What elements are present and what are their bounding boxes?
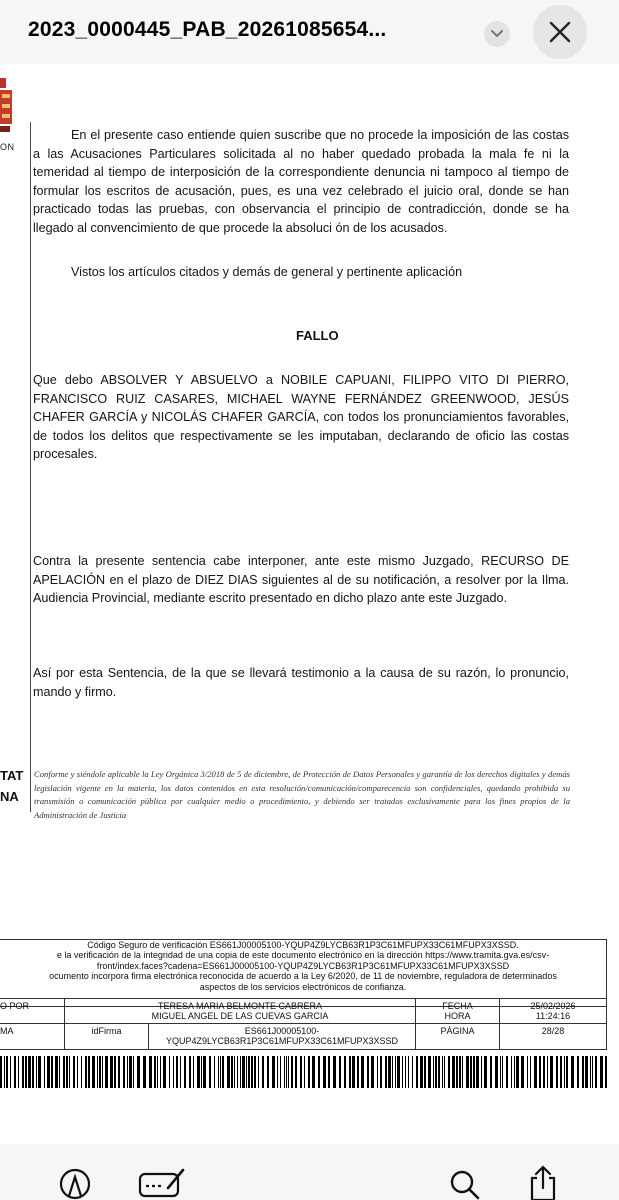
verification-line[interactable]: front/index.faces?cadena=ES661J00005100-YQUP4Z9LYCB63R1P3C61MFUPX33C61MFUPX3XSSD bbox=[96, 960, 510, 971]
barcode-bar bbox=[585, 1056, 588, 1088]
barcode-bar bbox=[157, 1056, 158, 1088]
idfirma-value-line: ES661J00005100- bbox=[244, 1026, 320, 1036]
firma-label: MA bbox=[0, 1023, 65, 1050]
barcode-bar bbox=[547, 1056, 548, 1088]
barcode-bar bbox=[349, 1056, 351, 1088]
barcode-bar bbox=[55, 1056, 58, 1088]
barcode-bar bbox=[18, 1056, 19, 1088]
barcode-bar bbox=[367, 1056, 369, 1088]
barcode-bar bbox=[428, 1056, 431, 1088]
barcode-bar bbox=[143, 1056, 146, 1088]
barcode-bar bbox=[412, 1056, 413, 1088]
barcode-bar bbox=[4, 1056, 5, 1088]
barcode-bar bbox=[481, 1056, 482, 1088]
margin-text-1: TAT bbox=[0, 768, 24, 783]
barcode-bar bbox=[69, 1056, 70, 1088]
barcode-bar bbox=[222, 1056, 224, 1088]
barcode-bar bbox=[240, 1056, 241, 1088]
barcode-bar bbox=[564, 1056, 565, 1088]
barcode-bar bbox=[288, 1056, 289, 1088]
barcode-bar bbox=[595, 1056, 597, 1088]
barcode-bar bbox=[114, 1056, 116, 1088]
barcode-bar bbox=[600, 1056, 603, 1088]
barcode-bar bbox=[300, 1056, 302, 1088]
barcode-bar bbox=[582, 1056, 584, 1088]
barcode-bar bbox=[420, 1056, 423, 1088]
barcode-bar bbox=[129, 1056, 132, 1088]
barcode-bar bbox=[14, 1056, 16, 1088]
barcode-bar bbox=[323, 1056, 326, 1088]
barcode-bar bbox=[371, 1056, 374, 1088]
barcode-bar bbox=[385, 1056, 387, 1088]
barcode-bar bbox=[308, 1056, 310, 1088]
barcode-bar bbox=[473, 1056, 475, 1088]
barcode-bar bbox=[154, 1056, 156, 1088]
barcode-bar bbox=[511, 1056, 512, 1088]
coat-of-arms-icon bbox=[0, 74, 16, 136]
barcode-bar bbox=[262, 1056, 264, 1088]
barcode-bar bbox=[173, 1056, 174, 1088]
barcode-bar bbox=[272, 1056, 275, 1088]
signer-name: MIGUEL ANGEL DE LAS CUEVAS GARCIA bbox=[151, 1011, 329, 1021]
barcode-bar bbox=[539, 1056, 541, 1088]
barcode-bar bbox=[484, 1056, 487, 1088]
barcode-bar bbox=[10, 1056, 11, 1088]
barcode-bar bbox=[254, 1056, 256, 1088]
barcode-bar bbox=[424, 1056, 426, 1088]
barcode-bar bbox=[118, 1056, 120, 1088]
barcode-bar bbox=[203, 1056, 206, 1088]
title-menu-button[interactable] bbox=[484, 21, 510, 47]
barcode-bar bbox=[516, 1056, 519, 1088]
crest-caption: ON bbox=[0, 142, 15, 152]
barcode-bar bbox=[66, 1056, 68, 1088]
margin-rule bbox=[30, 122, 31, 812]
barcode-bar bbox=[416, 1056, 418, 1088]
bottom-toolbar bbox=[0, 1144, 619, 1200]
barcode-bar bbox=[361, 1056, 364, 1088]
barcode-bar bbox=[577, 1056, 579, 1088]
barcode-bar bbox=[495, 1056, 498, 1088]
barcode-bar bbox=[59, 1056, 60, 1088]
barcode-bar bbox=[99, 1056, 101, 1088]
markup-icon[interactable] bbox=[58, 1144, 92, 1200]
idfirma-value-line: YQUP4Z9LYCB63R1P3C61MFUPX33C61MFUPX3XSSD bbox=[166, 1036, 398, 1046]
barcode-bar bbox=[73, 1056, 75, 1088]
document-title[interactable]: 2023_0000445_PAB_20261085654... bbox=[28, 18, 387, 41]
close-button[interactable] bbox=[533, 5, 587, 59]
barcode-bar bbox=[304, 1056, 305, 1088]
barcode-bar bbox=[284, 1056, 285, 1088]
barcode-bar bbox=[110, 1056, 113, 1088]
barcode-bar bbox=[85, 1056, 87, 1088]
barcode-bar bbox=[333, 1056, 336, 1088]
barcode-bar bbox=[550, 1056, 553, 1088]
barcode-bar bbox=[543, 1056, 545, 1088]
barcode-bar bbox=[470, 1056, 472, 1088]
barcode-bar bbox=[312, 1056, 315, 1088]
barcode-bar bbox=[242, 1056, 245, 1088]
barcode-bar bbox=[127, 1056, 128, 1088]
barcode-bar bbox=[560, 1056, 562, 1088]
barcode-image bbox=[0, 1056, 608, 1088]
barcode-bar bbox=[291, 1056, 293, 1088]
barcode-bar bbox=[123, 1056, 125, 1088]
barcode-bar bbox=[521, 1056, 524, 1088]
barcode-bar bbox=[184, 1056, 186, 1088]
paragraph-vistos: Vistos los artículos citados y demás de general y pertinente aplicación bbox=[71, 265, 463, 279]
barcode-bar bbox=[77, 1056, 78, 1088]
barcode-bar bbox=[556, 1056, 558, 1088]
close-icon bbox=[549, 21, 571, 43]
barcode-bar bbox=[590, 1056, 591, 1088]
barcode-bar bbox=[605, 1056, 607, 1088]
barcode-bar bbox=[0, 1056, 2, 1088]
hora-label: HORA bbox=[444, 1011, 471, 1021]
barcode-bar bbox=[180, 1056, 181, 1088]
barcode-bar bbox=[92, 1056, 95, 1088]
barcode-bar bbox=[209, 1056, 211, 1088]
signed-by-label: O POR bbox=[0, 998, 65, 1024]
barcode-bar bbox=[176, 1056, 178, 1088]
fallo-heading: FALLO bbox=[296, 328, 339, 343]
barcode-bar bbox=[88, 1056, 90, 1088]
barcode-bar bbox=[405, 1056, 406, 1088]
barcode-bar bbox=[380, 1056, 382, 1088]
barcode-bar bbox=[237, 1056, 238, 1088]
barcode-bar bbox=[286, 1056, 287, 1088]
fecha-label: FECHA bbox=[442, 1001, 473, 1011]
barcode-bar bbox=[51, 1056, 53, 1088]
barcode-bar bbox=[63, 1056, 65, 1088]
barcode-bar bbox=[527, 1056, 528, 1088]
signer-name: TERESA MARIA BELMONTE CABRERA bbox=[157, 1001, 323, 1011]
barcode-bar bbox=[201, 1056, 202, 1088]
barcode-bar bbox=[38, 1056, 41, 1088]
document-page bbox=[0, 64, 619, 1144]
barcode-bar bbox=[344, 1056, 346, 1088]
barcode-bar bbox=[476, 1056, 479, 1088]
barcode-bar bbox=[435, 1056, 437, 1088]
barcode-bar bbox=[448, 1056, 450, 1088]
barcode-bar bbox=[462, 1056, 463, 1088]
paragraph-ruling: Que debo ABSOLVER Y ABSUELVO a NOBILE CAPUANI, FILIPPO VITO DI PIERRO, FRANCISCO RUIZ CASARES, MICHAEL WAYNE FERNÁNDEZ GREENWOOD, JESÚS CHAFER GARCÍA y NICOLÁS CHAFER GARCÍA, con todos los pronunciamientos favorables, de todos los delitos que respectivamente se les imputaban, declarando de oficio las costas procesales. bbox=[33, 373, 569, 462]
barcode-bar bbox=[234, 1056, 235, 1088]
share-icon[interactable] bbox=[527, 1144, 559, 1200]
verification-line: aspectos de los servicios electrónicos de confianza. bbox=[199, 981, 407, 992]
barcode-bar bbox=[25, 1056, 27, 1088]
barcode-bar bbox=[438, 1056, 440, 1088]
barcode-bar bbox=[328, 1056, 330, 1088]
barcode-bar bbox=[490, 1056, 492, 1088]
barcode-bar bbox=[357, 1056, 359, 1088]
barcode-bar bbox=[295, 1056, 297, 1088]
barcode-bar bbox=[214, 1056, 215, 1088]
signature-table bbox=[0, 998, 607, 1050]
signers-cell bbox=[64, 998, 416, 1024]
barcode-bar bbox=[251, 1056, 253, 1088]
chevron-down-icon bbox=[491, 30, 503, 38]
barcode-bar bbox=[160, 1056, 161, 1088]
idfirma-label: idFirma bbox=[64, 1023, 149, 1050]
barcode-bar bbox=[456, 1056, 458, 1088]
barcode-bar bbox=[466, 1056, 469, 1088]
barcode-bar bbox=[22, 1056, 24, 1088]
barcode-bar bbox=[514, 1056, 515, 1088]
barcode-bar bbox=[280, 1056, 281, 1088]
barcode-bar bbox=[339, 1056, 341, 1088]
barcode-bar bbox=[193, 1056, 194, 1088]
verification-line: ocumento incorpora firma electrónica reconocida de acuerdo a la Ley 6/2020, de 11 de noviembre, reguladora de determinados bbox=[49, 971, 557, 982]
verification-line[interactable]: e la verificación de la integridad de una copia de este documento electrónico en la dirección https://www.tramita.gva.es/csv- bbox=[56, 950, 550, 961]
paragraph-closing: Así por esta Sentencia, de la que se llevará testimonio a la causa de su razón, lo pronuncio, mando y firmo. bbox=[33, 666, 569, 699]
barcode-bar bbox=[500, 1056, 501, 1088]
barcode-bar bbox=[277, 1056, 278, 1088]
fecha-hora-values bbox=[499, 998, 607, 1024]
barcode-bar bbox=[6, 1056, 8, 1088]
barcode-bar bbox=[218, 1056, 219, 1088]
barcode-bar bbox=[388, 1056, 391, 1088]
idfirma-value bbox=[148, 1023, 416, 1050]
barcode-bar bbox=[318, 1056, 320, 1088]
barcode-bar bbox=[137, 1056, 140, 1088]
barcode-bar bbox=[246, 1056, 247, 1088]
pagina-value: 28/28 bbox=[499, 1023, 607, 1050]
fecha-value: 25/02/2026 bbox=[530, 1001, 576, 1011]
barcode-bar bbox=[169, 1056, 170, 1088]
barcode-bar bbox=[231, 1056, 233, 1088]
paragraph-appeal: Contra la presente sentencia cabe interponer, ante este mismo Juzgado, RECURSO DE APELACIÓN en el plazo de DIEZ DIAS siguientes al de su notificación, a resolver por la Ilma. Audiencia Provincial, mediante escrito presentado en dicho plazo ante este Juzgado. bbox=[33, 554, 569, 606]
viewer-header bbox=[0, 0, 619, 64]
barcode-bar bbox=[97, 1056, 98, 1088]
barcode-bar bbox=[102, 1056, 103, 1088]
barcode-bar bbox=[163, 1056, 166, 1088]
barcode-bar bbox=[377, 1056, 378, 1088]
barcode-bar bbox=[227, 1056, 230, 1088]
signature-icon[interactable] bbox=[138, 1144, 186, 1200]
barcode-bar bbox=[44, 1056, 45, 1088]
barcode-bar bbox=[566, 1056, 568, 1088]
barcode-bar bbox=[408, 1056, 409, 1088]
barcode-bar bbox=[502, 1056, 503, 1088]
pagina-label: PÁGINA bbox=[415, 1023, 500, 1050]
barcode-bar bbox=[444, 1056, 445, 1088]
barcode-bar bbox=[442, 1056, 443, 1088]
barcode-bar bbox=[592, 1056, 593, 1088]
search-icon[interactable] bbox=[448, 1144, 482, 1200]
barcode-bar bbox=[397, 1056, 400, 1088]
paragraph-costs: En el presente caso entiende quien suscribe que no procede la imposición de las costas a las Acusaciones Particulares solicitada al no haber quedado probada la mala fe ni la temeridad al tiempo de interposición de la correspondiente denuncia ni tampoco al tiempo de formular los escritos de acusación, pues, es una vez celebrado el juicio oral, donde se han practicado todas las pruebas, con observancia el principio de contradicción, donde se ha llegado al convencimiento de que procede la absoluci ón de los acusados. bbox=[33, 128, 569, 235]
barcode-bar bbox=[36, 1056, 37, 1088]
barcode-bar bbox=[530, 1056, 531, 1088]
barcode-bar bbox=[133, 1056, 134, 1088]
barcode-bar bbox=[534, 1056, 537, 1088]
barcode-bar bbox=[258, 1056, 259, 1088]
barcode-bar bbox=[248, 1056, 250, 1088]
barcode-bar bbox=[220, 1056, 221, 1088]
barcode-bar bbox=[392, 1056, 393, 1088]
verification-line: Código Seguro de verificación ES661J00005100-YQUP4Z9LYCB63R1P3C61MFUPX33C61MFUPX3XSSD. bbox=[87, 940, 519, 950]
data-protection-notice: Conforme y siéndole aplicable la Ley Orgánica 3/2018 de 5 de diciembre, de Protección de Datos Personales y garantía de los derechos digitales y demás legislación vigente en la materia, los datos contenidos en esta resolución/comunicación/comparecencia son confidenciales, quedando prohibida su transmisión o comunicación pública por cualquier medio o procedimiento, y debiendo ser tratados exclusivamente para los fines propios de la Administración de Justicia bbox=[34, 769, 570, 820]
barcode-bar bbox=[105, 1056, 108, 1088]
barcode-bar bbox=[506, 1056, 508, 1088]
barcode-bar bbox=[32, 1056, 34, 1088]
barcode-bar bbox=[395, 1056, 396, 1088]
barcode-bar bbox=[452, 1056, 455, 1088]
barcode-bar bbox=[402, 1056, 403, 1088]
barcode-bar bbox=[571, 1056, 574, 1088]
barcode-bar bbox=[189, 1056, 191, 1088]
barcode-bar bbox=[267, 1056, 269, 1088]
barcode-bar bbox=[81, 1056, 82, 1088]
barcode-bar bbox=[47, 1056, 50, 1088]
barcode-bar bbox=[149, 1056, 152, 1088]
barcode-bar bbox=[197, 1056, 200, 1088]
hora-value: 11:24:16 bbox=[535, 1011, 571, 1021]
barcode-bar bbox=[433, 1056, 434, 1088]
barcode-bar bbox=[352, 1056, 355, 1088]
barcode-bar bbox=[459, 1056, 461, 1088]
barcode-bar bbox=[28, 1056, 31, 1088]
verification-box bbox=[0, 939, 607, 1007]
margin-text-2: NA bbox=[0, 789, 19, 804]
fecha-hora-labels bbox=[415, 998, 500, 1024]
